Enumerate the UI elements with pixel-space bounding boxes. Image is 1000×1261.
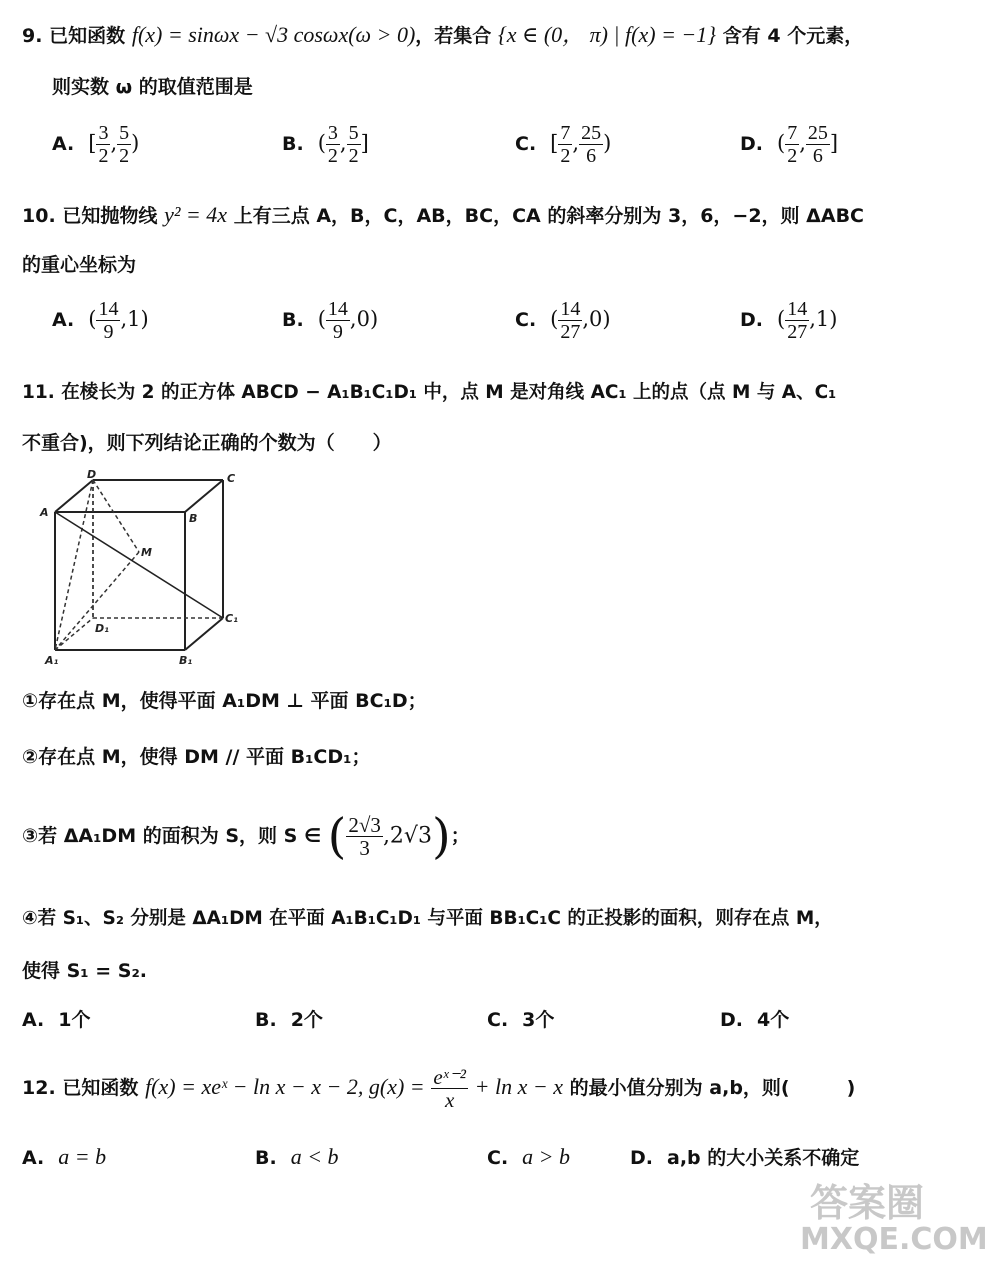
option-label: C. bbox=[515, 309, 537, 331]
denominator: 2 bbox=[119, 145, 130, 167]
q10-option-c[interactable]: C. ( $\frac{14}{27}$ ,0) bbox=[515, 298, 611, 343]
label-D: D bbox=[87, 470, 97, 481]
option-text: a = b bbox=[58, 1144, 107, 1169]
denominator: 2 bbox=[787, 145, 798, 167]
option-text: 2个 bbox=[290, 1009, 323, 1031]
option-label: D. bbox=[720, 1009, 743, 1031]
numerator: 3 bbox=[98, 122, 109, 144]
paren-right: ) bbox=[431, 808, 451, 865]
option-label: C. bbox=[487, 1147, 509, 1169]
fraction bbox=[431, 1066, 468, 1111]
q12-g-tail: + ln x − x bbox=[474, 1074, 563, 1099]
denominator: 9 bbox=[332, 321, 343, 343]
fraction bbox=[96, 298, 120, 343]
fraction bbox=[347, 122, 361, 167]
q10-option-b[interactable]: B. ( $\frac{14}{9}$ ,0) bbox=[282, 298, 379, 343]
denominator: 6 bbox=[586, 145, 597, 167]
q12-option-d[interactable] bbox=[630, 1142, 859, 1173]
q11-option-a[interactable] bbox=[22, 1004, 91, 1035]
fraction bbox=[326, 298, 350, 343]
option-text: a,b 的大小关系不确定 bbox=[667, 1147, 860, 1169]
q9-text-a: 已知函数 bbox=[49, 25, 126, 47]
option-label: B. bbox=[282, 309, 304, 331]
q9-option-a[interactable]: A. [ $\frac{3}{2}$ , $\frac{5}{2}$ ) bbox=[52, 122, 140, 167]
label-D1: D₁ bbox=[95, 622, 109, 635]
q9-line1 bbox=[22, 20, 863, 51]
q11-option-d[interactable] bbox=[720, 1004, 789, 1035]
option-tail: ,1) bbox=[809, 307, 838, 331]
option-label: A. bbox=[52, 309, 75, 331]
q10-number: 10. bbox=[22, 205, 56, 227]
numerator: 14 bbox=[787, 298, 808, 320]
fraction bbox=[346, 814, 383, 859]
numerator: 14 bbox=[327, 298, 348, 320]
option-text: a < b bbox=[290, 1144, 339, 1169]
q9-function: f(x) = sinωx − √3 cosωx(ω > 0) bbox=[131, 22, 416, 47]
numerator: 5 bbox=[119, 122, 130, 144]
q9-text-b: ，若集合 bbox=[415, 25, 492, 47]
option-tail: ,0) bbox=[349, 307, 379, 331]
label-B: B bbox=[189, 512, 198, 525]
fraction bbox=[785, 122, 799, 167]
q9-option-c[interactable]: C. [ $\frac{7}{2}$ , $\frac{25}{6}$ ) bbox=[515, 122, 612, 167]
option-label: B. bbox=[282, 133, 304, 155]
q12-option-c[interactable] bbox=[487, 1142, 570, 1173]
s3-text: ③若 ΔA₁DM 的面积为 S，则 S ∈ bbox=[22, 825, 321, 847]
fraction bbox=[806, 122, 830, 167]
option-label: C. bbox=[515, 133, 537, 155]
option-text: a > b bbox=[522, 1144, 571, 1169]
q12-number: 12. bbox=[22, 1077, 56, 1099]
watermark-logo: 答案圈 bbox=[810, 1181, 925, 1225]
q9-text-c: 含有 4 个元素， bbox=[722, 25, 864, 47]
q10-line1 bbox=[22, 200, 864, 231]
denominator: 2 bbox=[560, 145, 571, 167]
denominator: x bbox=[444, 1088, 455, 1112]
fraction bbox=[117, 122, 131, 167]
q11-statement-2: ②存在点 M，使得 DM // 平面 B₁CD₁； bbox=[22, 746, 371, 768]
denominator: 2 bbox=[327, 145, 338, 167]
paren-left: ( bbox=[327, 808, 347, 865]
option-tail: ,0) bbox=[582, 307, 611, 331]
q11-statement-1: ①存在点 M，使得平面 A₁DM ⊥ 平面 BC₁D； bbox=[22, 690, 427, 712]
q12-text-a: 已知函数 bbox=[62, 1077, 139, 1099]
denominator: 27 bbox=[560, 321, 581, 343]
label-M: M bbox=[141, 546, 152, 559]
bracket-close: ) bbox=[131, 131, 140, 155]
fraction bbox=[96, 122, 110, 167]
bracket-close: ] bbox=[360, 131, 369, 155]
option-label: A. bbox=[22, 1009, 45, 1031]
q11-text-line1: 在棱长为 2 的正方体 ABCD − A₁B₁C₁D₁ 中，点 M 是对角线 AC₁ 上的点（点 M 与 A、C₁ bbox=[61, 382, 837, 403]
q10-option-a[interactable]: A. ( $\frac{14}{9}$ ,1) bbox=[52, 298, 149, 343]
numerator: 7 bbox=[787, 122, 798, 144]
label-A1: A₁ bbox=[45, 654, 59, 667]
option-label: D. bbox=[630, 1147, 653, 1169]
option-label: B. bbox=[255, 1009, 277, 1031]
q11-number: 11. bbox=[22, 382, 55, 403]
q11-line1 bbox=[22, 378, 836, 408]
q10-text-a: 已知抛物线 bbox=[62, 205, 158, 227]
denominator: 3 bbox=[359, 836, 370, 860]
numerator: 5 bbox=[348, 122, 359, 144]
q11-option-b[interactable] bbox=[255, 1004, 323, 1035]
bracket-close: ] bbox=[829, 131, 839, 155]
q11-statement-4-line1: ④若 S₁、S₂ 分别是 ΔA₁DM 在平面 A₁B₁C₁D₁ 与平面 BB₁C₁C 的正投影的面积，则存在点 M， bbox=[22, 908, 833, 929]
bracket-open: ( bbox=[777, 131, 786, 155]
q10-text-b: 上有三点 A，B，C，AB，BC，CA 的斜率分别为 3，6，−2，则 ΔABC bbox=[233, 205, 865, 227]
q9-set: {x ∈ (0， π) | f(x) = −1} bbox=[497, 22, 717, 47]
fraction bbox=[785, 298, 809, 343]
option-text: 1个 bbox=[58, 1009, 91, 1031]
fraction bbox=[558, 122, 572, 167]
s3-upper: ,2√3 bbox=[382, 823, 432, 849]
q12-text-b: 的最小值分别为 a,b，则( ) bbox=[569, 1077, 856, 1099]
option-label: C. bbox=[487, 1009, 509, 1031]
option-text: 4个 bbox=[757, 1009, 790, 1031]
option-label: D. bbox=[740, 309, 763, 331]
numerator: 25 bbox=[807, 122, 828, 144]
option-text: 3个 bbox=[522, 1009, 555, 1031]
option-tail: ,1) bbox=[120, 307, 149, 331]
label-C: C bbox=[227, 472, 236, 485]
q11-line2: 不重合)，则下列结论正确的个数为（ ） bbox=[22, 432, 392, 454]
bracket-open: [ bbox=[88, 131, 97, 155]
numerator: 3 bbox=[327, 122, 338, 144]
q11-statement-3 bbox=[22, 808, 470, 865]
fraction bbox=[579, 122, 603, 167]
q12-option-a[interactable] bbox=[22, 1142, 106, 1173]
bracket-open: [ bbox=[550, 131, 559, 155]
q10-option-d[interactable]: D. ( $\frac{14}{27}$ ,1) bbox=[740, 298, 838, 343]
bracket-close: ) bbox=[603, 131, 612, 155]
numerator: 25 bbox=[581, 122, 602, 144]
numerator: 2√3 bbox=[348, 813, 381, 837]
s3-end: ； bbox=[450, 825, 470, 847]
q10-parabola: y² = 4x bbox=[164, 202, 228, 227]
bracket-open: ( bbox=[317, 131, 326, 155]
watermark-url: MXQE.COM bbox=[800, 1222, 988, 1257]
denominator: 6 bbox=[812, 145, 823, 167]
denominator: 2 bbox=[348, 145, 359, 167]
option-label: B. bbox=[255, 1147, 277, 1169]
fraction bbox=[326, 122, 340, 167]
label-A: A bbox=[40, 506, 49, 519]
numerator: eˣ⁻² bbox=[433, 1065, 466, 1089]
q12-line1 bbox=[22, 1062, 855, 1113]
label-C1: C₁ bbox=[225, 612, 238, 625]
q9-option-b[interactable]: B. ( $\frac{3}{2}$ , $\frac{5}{2}$ ] bbox=[282, 122, 369, 167]
numerator: 7 bbox=[560, 122, 571, 144]
q9-line2: 则实数 ω 的取值范围是 bbox=[52, 76, 253, 98]
q10-line2: 的重心坐标为 bbox=[22, 254, 137, 276]
denominator: 2 bbox=[98, 145, 109, 167]
q11-option-c[interactable] bbox=[487, 1004, 554, 1035]
cube-figure bbox=[35, 470, 265, 670]
q11-statement-4-line2: 使得 S₁ = S₂. bbox=[22, 960, 147, 982]
option-label: A. bbox=[52, 133, 75, 155]
denominator: 27 bbox=[787, 321, 808, 343]
fraction bbox=[558, 298, 582, 343]
q9-option-d[interactable]: D. ( $\frac{7}{2}$ , $\frac{25}{6}$ ] bbox=[740, 122, 839, 167]
q12-option-b[interactable] bbox=[255, 1142, 339, 1173]
numerator: 14 bbox=[560, 298, 581, 320]
option-label: D. bbox=[740, 133, 763, 155]
label-B1: B₁ bbox=[179, 654, 193, 667]
q9-number: 9. bbox=[22, 25, 43, 47]
option-label: A. bbox=[22, 1147, 45, 1169]
q12-functions: f(x) = xeˣ − ln x − x − 2, g(x) = bbox=[145, 1074, 425, 1099]
denominator: 9 bbox=[103, 321, 114, 343]
numerator: 14 bbox=[98, 298, 119, 320]
